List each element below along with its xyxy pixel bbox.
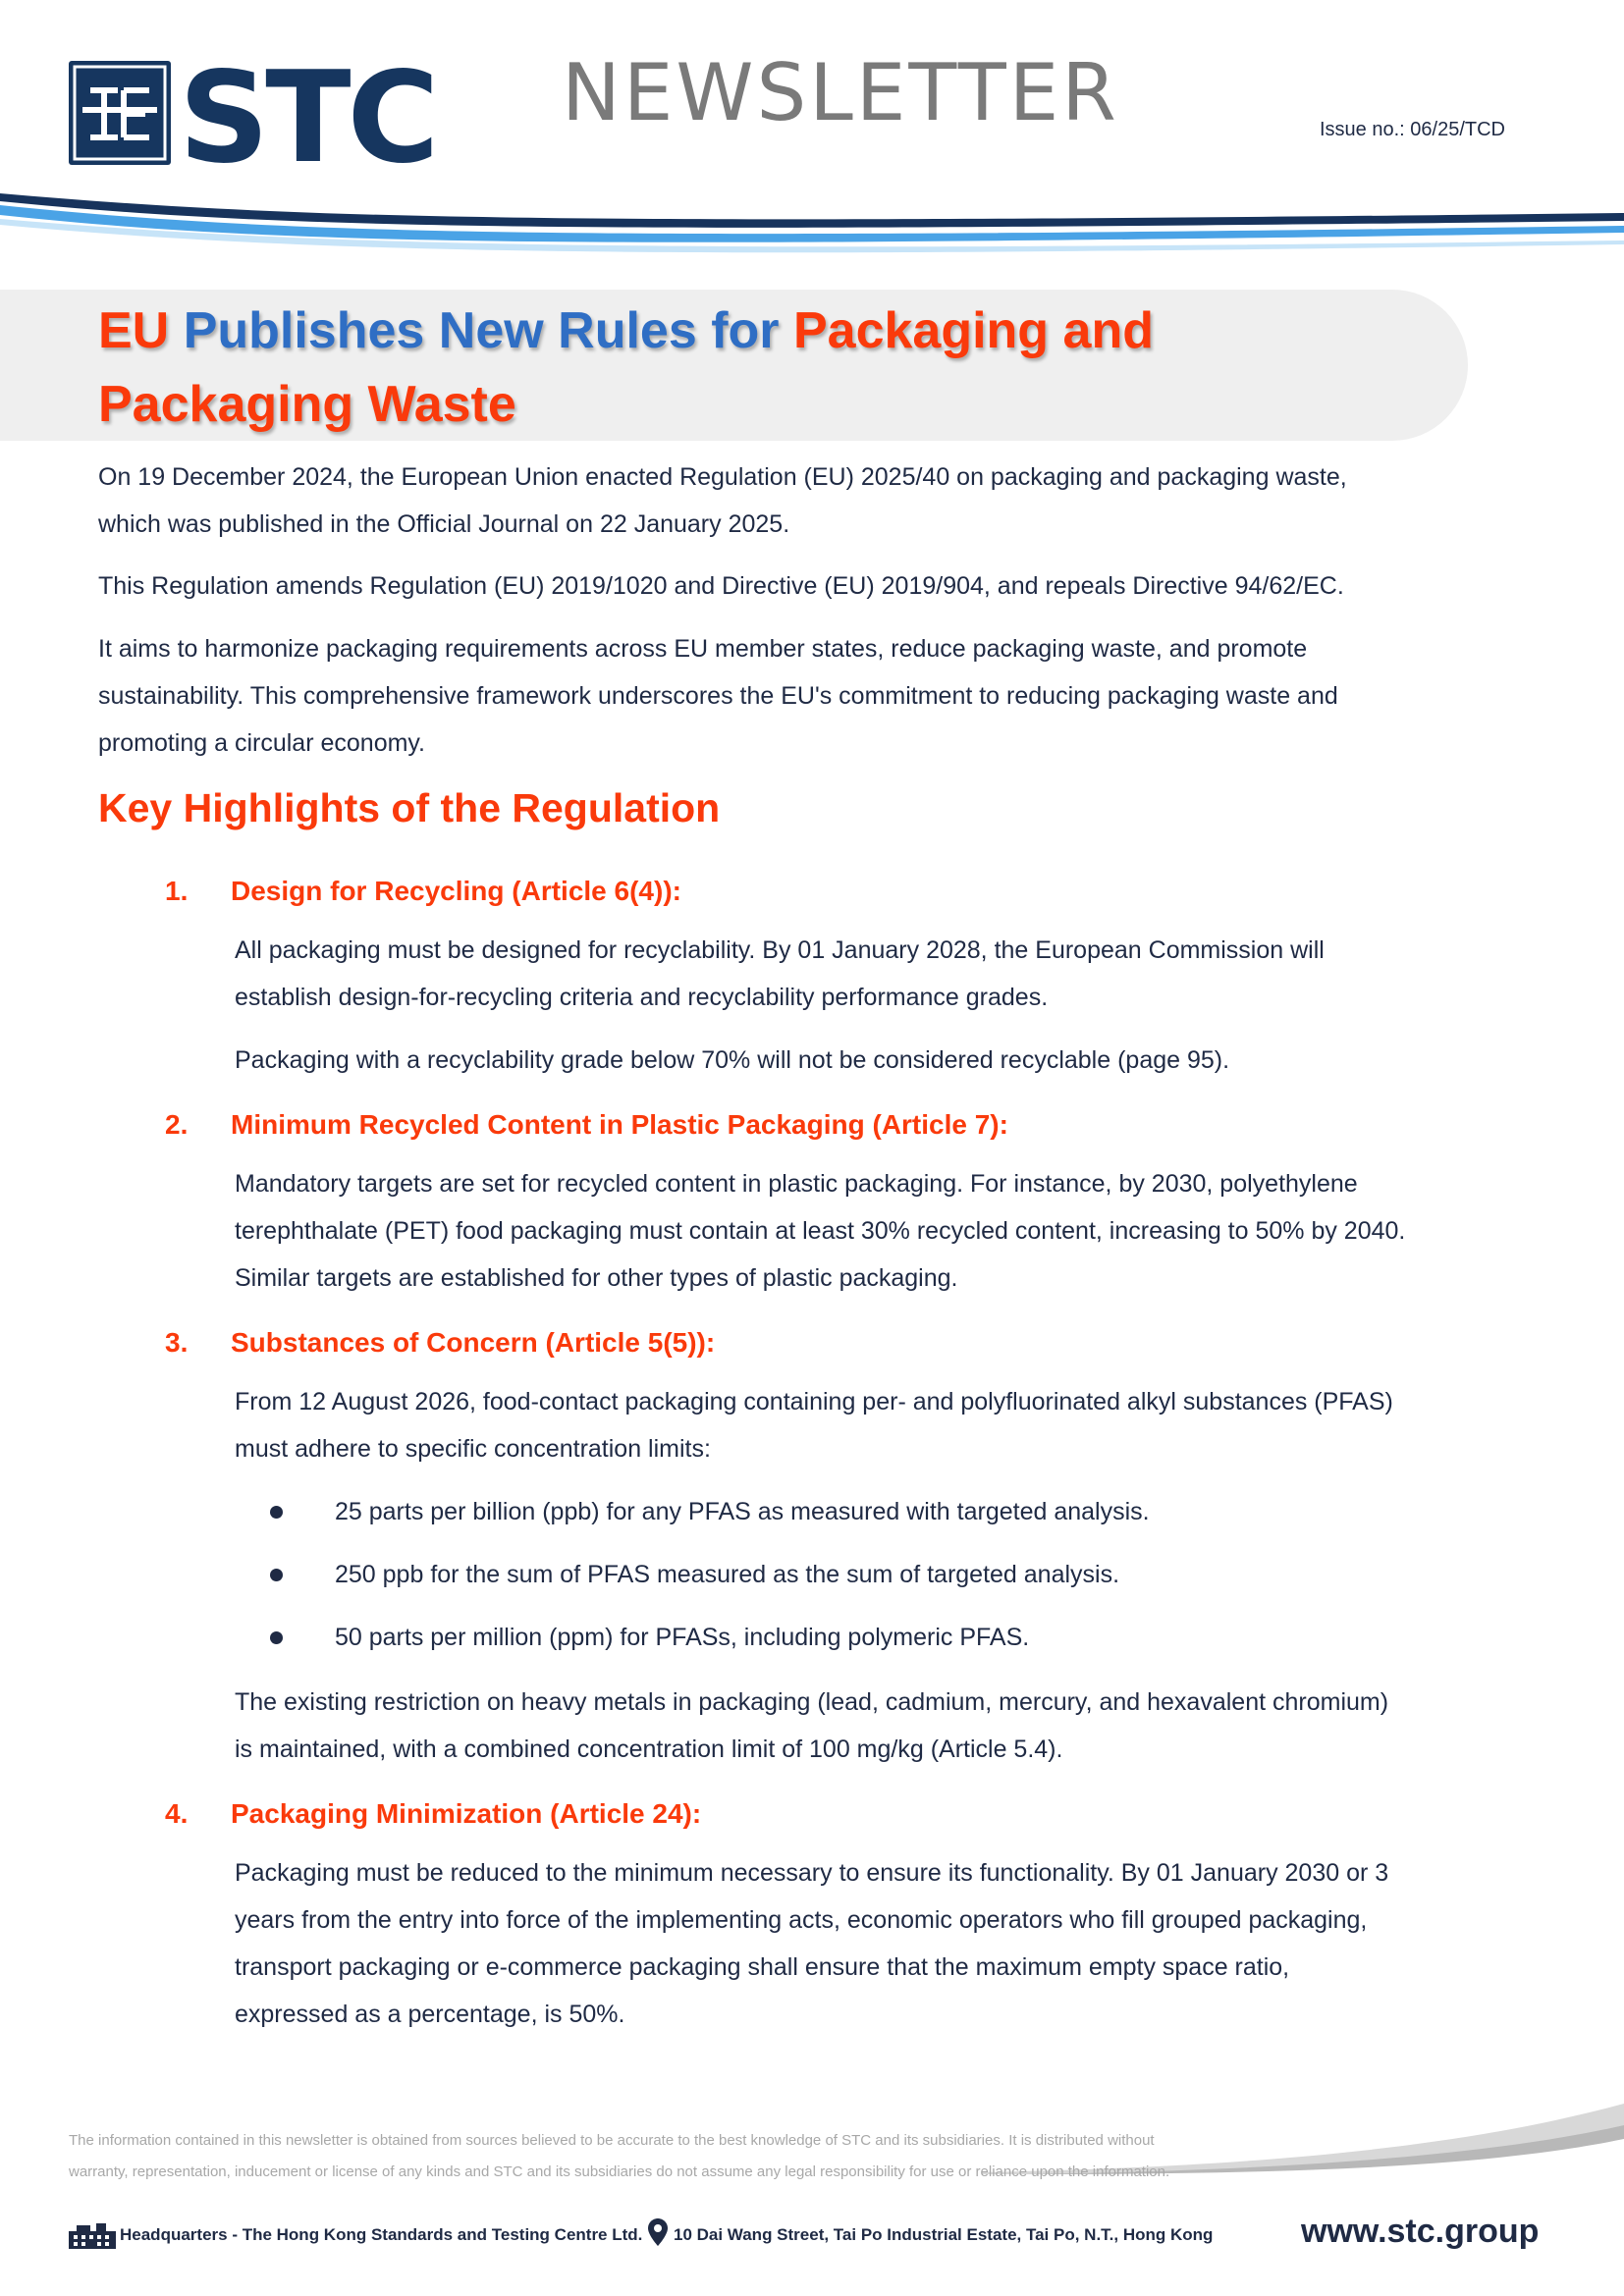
title-packaging-and: Packaging and [792,302,1154,359]
section-number: 3. [165,1327,189,1358]
section-text: expressed as a percentage, is 50%. [235,2001,625,2028]
section-text: must adhere to specific concentration limits: [235,1435,711,1463]
newsletter-title: NEWSLETTER [562,47,1119,138]
section-text: The existing restriction on heavy metals in packaging (lead, cadmium, mercury, and hexavalent chromium) [235,1688,1389,1716]
disclaimer-line: The information contained in this newsletter is obtained from sources believed to be accurate to the best knowledge of STC and its subsidiaries. It is distributed without [69,2132,1155,2149]
section-title: Substances of Concern (Article 5(5)): [231,1327,716,1358]
section-text: Mandatory targets are set for recycled content in plastic packaging. For instance, by 2030, polyethylene [235,1170,1358,1198]
title-eu: EU [98,302,170,359]
section-text: Packaging with a recyclability grade below 70% will not be considered recyclable (page 95). [235,1046,1230,1074]
building-icon [67,2221,118,2251]
section-text: terephthalate (PET) food packaging must contain at least 30% recycled content, increasing to 50% by 2040. [235,1217,1406,1245]
intro-line: It aims to harmonize packaging requirements across EU member states, reduce packaging waste, and promote [98,635,1308,663]
bullet-text: 250 ppb for the sum of PFAS measured as the sum of targeted analysis. [335,1561,1120,1588]
section-number: 2. [165,1109,189,1140]
section-text: transport packaging or e-commerce packaging shall ensure that the maximum empty space ratio, [235,1953,1290,1981]
bullet-dot-icon [270,1631,283,1644]
section-text: From 12 August 2026, food-contact packaging containing per- and polyfluorinated alkyl substances (PFAS) [235,1388,1393,1415]
highlights-heading: Key Highlights of the Regulation [98,785,721,830]
section-text: Similar targets are established for other types of plastic packaging. [235,1264,958,1292]
section-text: All packaging must be designed for recyclability. By 01 January 2028, the European Commission will [235,936,1325,964]
section-text: is maintained, with a combined concentration limit of 100 mg/kg (Article 5.4). [235,1735,1063,1763]
bullet-text: 50 parts per million (ppm) for PFASs, including polymeric PFAS. [335,1624,1030,1651]
section-title: Design for Recycling (Article 6(4)): [231,876,681,906]
disclaimer [69,2125,1316,2188]
title-packaging-waste: Packaging Waste [98,376,516,433]
intro-line: which was published in the Official Journal on 22 January 2025. [98,510,790,538]
stc-logo [69,61,461,167]
bullet-text: 25 parts per billion (ppb) for any PFAS as measured with targeted analysis. [335,1498,1150,1525]
article-title [98,294,1453,442]
address-text: 10 Dai Wang Street, Tai Po Industrial Estate, Tai Po, N.T., Hong Kong [674,2225,1214,2244]
intro-line: promoting a circular economy. [98,729,426,757]
section-text: establish design-for-recycling criteria and recyclability performance grades. [235,984,1049,1011]
section-number: 4. [165,1798,189,1829]
logo-text: STC [179,61,436,167]
section-title: Packaging Minimization (Article 24): [231,1798,702,1829]
intro-line: This Regulation amends Regulation (EU) 2019/1020 and Directive (EU) 2019/904, and repeals Directive 94/62/EC. [98,572,1344,600]
section-number: 1. [165,876,189,906]
website-link[interactable]: www.stc.group [1301,2213,1540,2250]
disclaimer-line: warranty, representation, inducement or license of any kinds and STC and its subsidiaries do not assume any legal responsibility for use or reliance upon the information. [69,2163,1170,2180]
issue-number: Issue no.: 06/25/TCD [1320,119,1505,140]
title-publishes: Publishes New Rules for [183,302,780,359]
section-text: Packaging must be reduced to the minimum necessary to ensure its functionality. By 01 January 2030 or 3 [235,1859,1389,1887]
bullet-dot-icon [270,1506,283,1519]
intro-line: sustainability. This comprehensive framework underscores the EU's commitment to reducing packaging waste and [98,682,1338,710]
bullet-dot-icon [270,1569,283,1581]
headquarters-text: Headquarters - The Hong Kong Standards and Testing Centre Ltd. [120,2225,643,2244]
section-text: years from the entry into force of the implementing acts, economic operators who fill grouped packaging, [235,1906,1368,1934]
location-pin-icon [648,2218,668,2246]
header-swoosh-decoration [0,182,1624,260]
intro-line: On 19 December 2024, the European Union enacted Regulation (EU) 2025/40 on packaging and packaging waste, [98,463,1347,491]
section-title: Minimum Recycled Content in Plastic Packaging (Article 7): [231,1109,1008,1140]
